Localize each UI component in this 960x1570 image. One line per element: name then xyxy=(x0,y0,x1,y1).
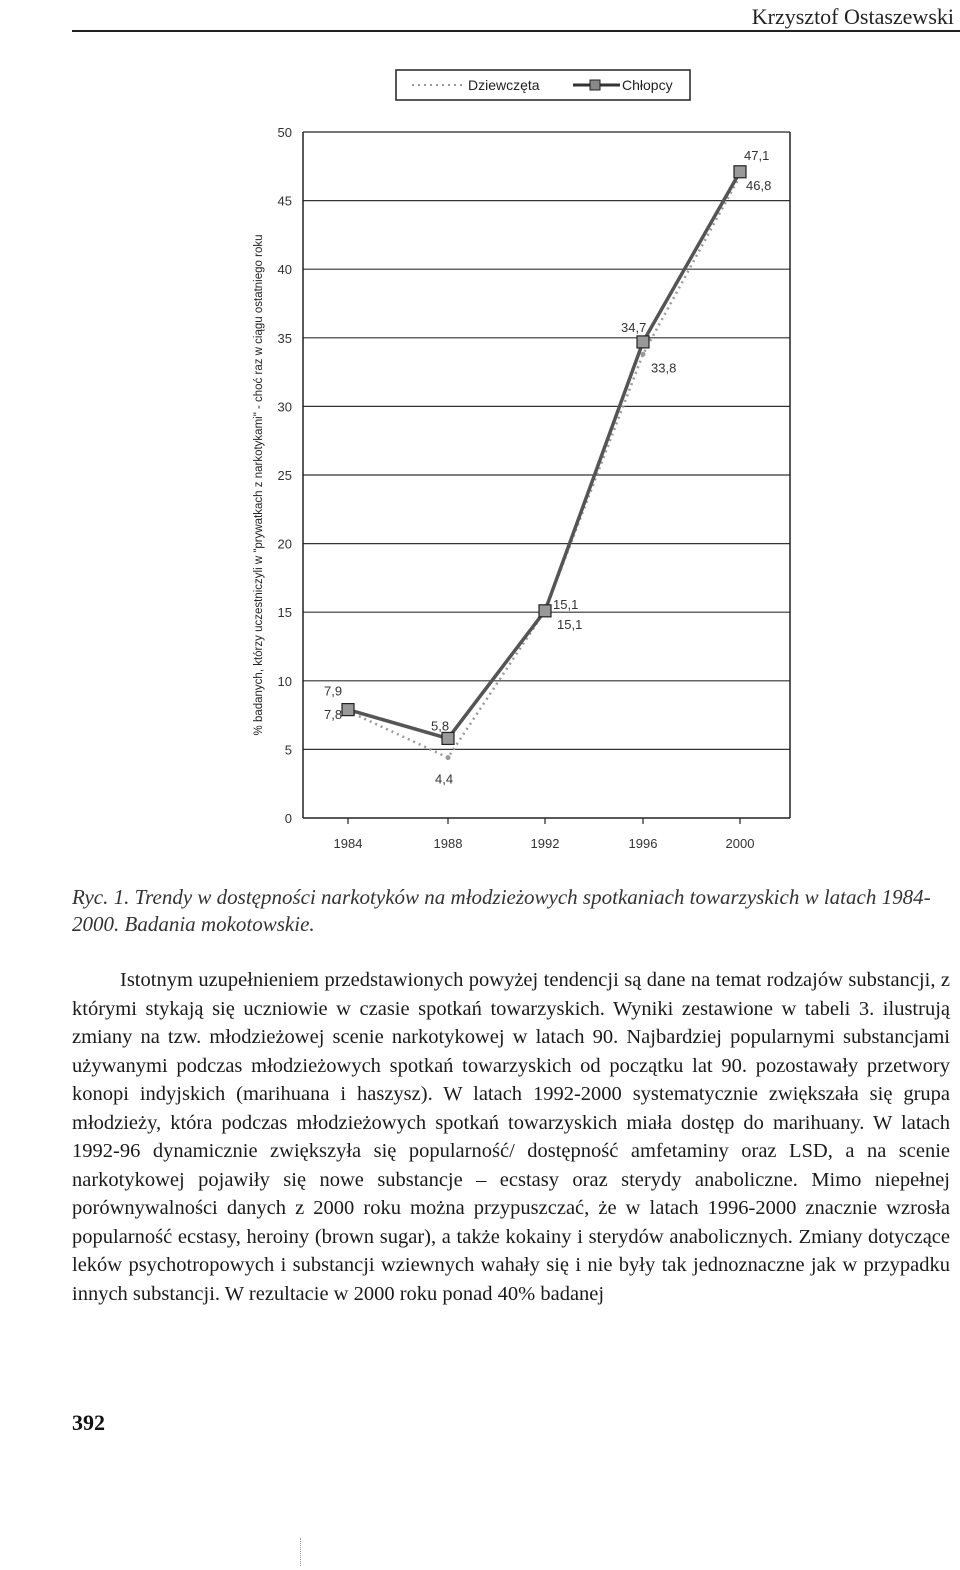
legend-marker-chlopcy xyxy=(590,80,600,90)
x-tick-label: 1996 xyxy=(628,836,658,851)
y-tick-label: 50 xyxy=(277,125,292,140)
trend-line-chart xyxy=(0,60,960,870)
body-paragraph: Istotnym uzupełnieniem przedstawionych powyżej tendencji są dane na temat rodzajów substancji, z którymi stykają się uczniowie w czasie spotkań towarzyskich. Wyniki zestawione w tabeli 3. ilustrują zmiany na tzw. młodzieżowej scenie narkotykowej w latach 90. Najbardziej popularnymi substancjami używanymi podczas młodzieżowych spotkań towarzyskich od początku lat 90. pozostawały przetwory konopi indyjskich (marihuana i haszysz). W latach 1992-2000 systematycznie zwiększała się grupa młodzieży, która podczas młodzieżowych spotkań towarzyskich miała dostęp do marihuany. W latach 1992-96 dynamicznie zwiększyła się popularność/ dostępność amfetaminy oraz LSD, a na scenie narkotykowej pojawiły się nowe substancje – ecstasy oraz sterydy anaboliczne. Mimo niepełnej porównywalności danych z 2000 roku można przypuszczać, że w latach 1996-2000 znacznie wzrosła popularność ecstasy, heroiny (brown sugar), a także kokainy i sterydów anabolicznych. Zmiany dotyczące leków psychotropowych i substancji wziewnych wahały się i nie były tak jednoznaczne jak w przypadku innych substancji. W rezultacie w 2000 roku ponad 40% badanej xyxy=(72,969,950,1305)
y-tick-label: 15 xyxy=(277,605,292,621)
data-point-dziewczeta xyxy=(641,352,646,357)
data-point-chlopcy xyxy=(637,336,649,348)
data-point-chlopcy xyxy=(442,732,454,744)
y-tick-label: 0 xyxy=(284,811,292,826)
y-tick-label: 30 xyxy=(277,399,292,415)
legend-label-chlopcy: Chłopcy xyxy=(622,77,673,93)
legend-label-dziewczeta: Dziewczęta xyxy=(468,77,540,93)
data-label-chlopcy: 5,8 xyxy=(431,718,450,734)
data-label-dziewczeta: 4,4 xyxy=(435,771,454,787)
data-point-dziewczeta xyxy=(446,755,451,760)
y-tick-label: 10 xyxy=(277,673,292,689)
page-number: 392 xyxy=(72,1410,105,1435)
data-label-dziewczeta: 7,8 xyxy=(324,706,343,722)
header-rule xyxy=(72,30,960,32)
data-label-chlopcy: 34,7 xyxy=(621,319,647,335)
data-point-chlopcy xyxy=(734,166,746,178)
stray-scan-mark xyxy=(300,1538,301,1566)
figure-caption: Ryc. 1. Trendy w dostępności narkotyków na młodzieżowych spotkaniach towarzyskich w latach 1984-2000. Badania mokotowskie. xyxy=(72,885,931,936)
data-point-chlopcy xyxy=(539,605,551,617)
y-tick-label: 5 xyxy=(284,742,292,758)
data-label-dziewczeta: 33,8 xyxy=(651,360,677,376)
y-axis-label: % badanych, którzy uczestniczyli w "prywatkach z narkotykami" - choć raz w ciągu ostatniego roku xyxy=(253,234,265,736)
page-header-author: Krzysztof Ostaszewski xyxy=(751,4,954,29)
x-tick-label: 1984 xyxy=(333,836,363,851)
data-label-dziewczeta: 46,8 xyxy=(746,177,772,193)
x-tick-label: 2000 xyxy=(725,836,755,851)
y-tick-label: 45 xyxy=(277,193,292,209)
x-tick-label: 1992 xyxy=(530,836,560,851)
data-label-dziewczeta: 15,1 xyxy=(557,616,583,632)
y-tick-label: 35 xyxy=(277,330,292,346)
data-label-chlopcy: 15,1 xyxy=(553,596,579,612)
series-line-dziewczeta xyxy=(348,176,740,758)
data-point-chlopcy xyxy=(342,704,354,716)
series-line-chlopcy xyxy=(348,172,740,739)
y-tick-label: 25 xyxy=(277,468,292,483)
x-tick-label: 1988 xyxy=(433,836,463,851)
y-tick-label: 40 xyxy=(277,262,292,278)
y-tick-label: 20 xyxy=(277,536,292,552)
data-label-chlopcy: 47,1 xyxy=(744,147,770,163)
data-label-chlopcy: 7,9 xyxy=(324,683,343,699)
